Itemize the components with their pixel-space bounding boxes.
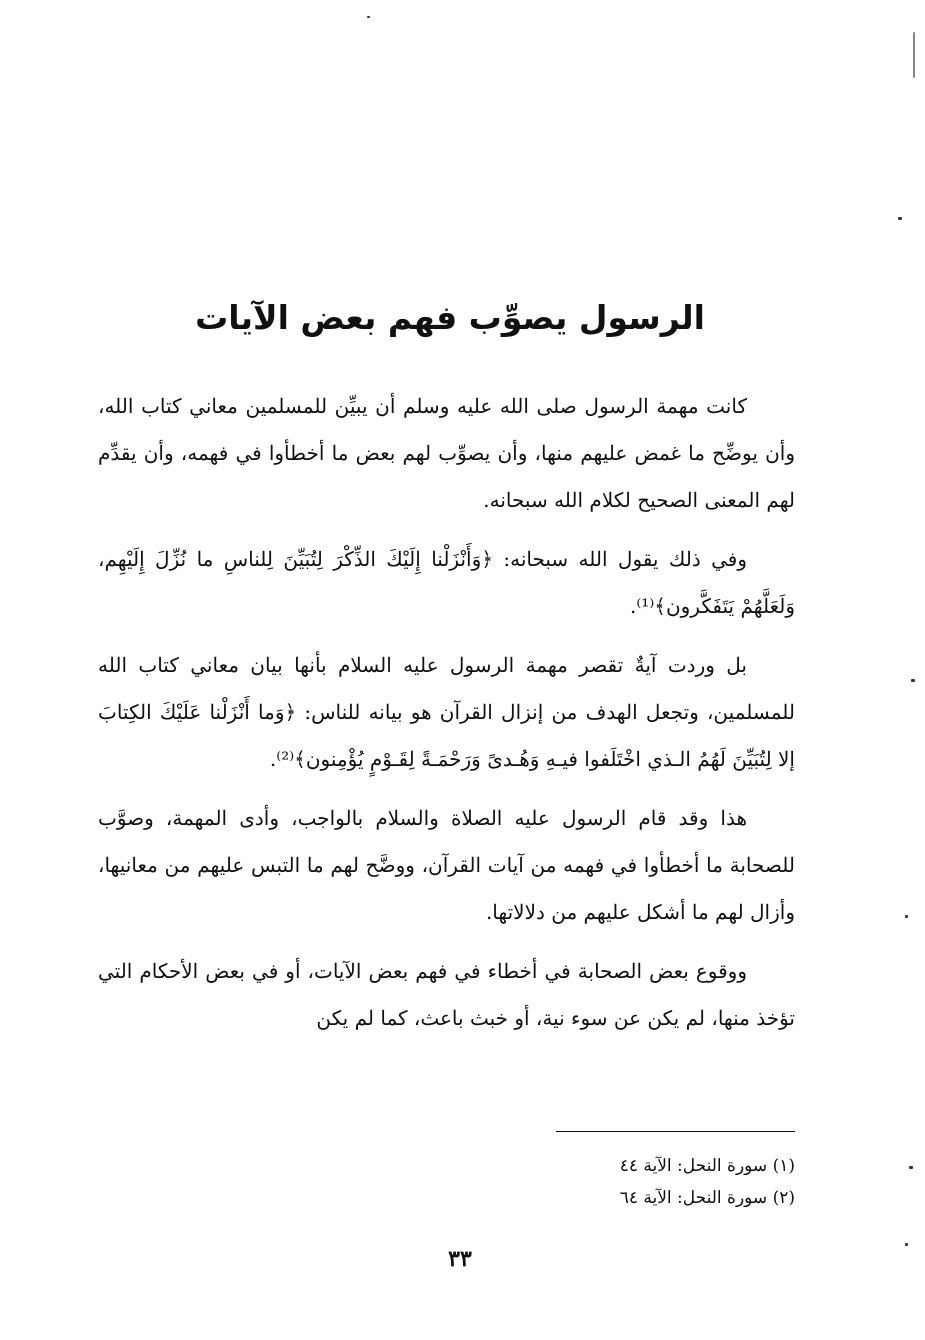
paragraph-3: بل وردت آيةٌ تقصر مهمة الرسول عليه السلام بأنها بيان معاني كتاب الله للمسلمين، وتجعل الهدف من إنزال القرآن هو بيانه للناس: ﴿وَما أَنْزَلْنا عَلَيْكَ الكِتابَ إلا لِتُبَيِّنَ لَهُمُ الـذي اخْتَلَفوا فيـهِ وَهُـدىً وَرَحْمَـةً لِقَـوْمٍ يُؤْمِنون﴾⁽²⁾.: [98, 653, 795, 771]
footnote-2: (٢) سورة النحل: الآية ٦٤: [619, 1188, 795, 1208]
page-title: الرسول يصوِّب فهم بعض الآيات: [195, 298, 705, 337]
page-number: ٣٣: [448, 1246, 472, 1272]
scan-speck: [905, 1243, 908, 1246]
paragraph-4: هذا وقد قام الرسول عليه الصلاة والسلام بالواجب، وأدى المهمة، وصوَّب للصحابة ما أخطأوا في فهمه من آيات القرآن، ووضَّح لهم ما التبس عليهم من معانيها، وأزال لهم ما أشكل عليهم من دلالاتها.: [98, 806, 795, 924]
paragraph-5: ووقوع بعض الصحابة في أخطاء في فهم بعض الآيات، أو في بعض الأحكام التي تؤخذ منها، لم يكن عن سوء نية، أو خبث باعث، كما لم يكن: [98, 959, 795, 1030]
scan-speck: [909, 1166, 913, 1169]
scan-speck: [367, 16, 370, 18]
footnote-1: (١) سورة النحل: الآية ٤٤: [619, 1156, 795, 1176]
scan-speck: [905, 915, 908, 918]
scan-speck: [898, 217, 902, 220]
footnotes: [400, 1150, 795, 1214]
footnote-divider: [556, 1131, 795, 1132]
body-text: [98, 383, 795, 1054]
scan-speck: [913, 32, 915, 78]
scan-speck: [911, 679, 915, 682]
paragraph-2: وفي ذلك يقول الله سبحانه: ﴿وَأَنْزَلْنا إِلَيْكَ الذِّكْرَ لِتُبَيِّنَ لِلناسِ ما نُزِّلَ إِلَيْهِم، وَلَعَلَّهُمْ يَتَفَكَّرون﴾⁽¹⁾.: [98, 547, 795, 618]
paragraph-1: كانت مهمة الرسول صلى الله عليه وسلم أن يبيِّن للمسلمين معاني كتاب الله، وأن يوضِّح ما غمض عليهم منها، وأن يصوِّب لهم بعض ما أخطأوا في فهمه، وأن يقدِّم لهم المعنى الصحيح لكلام الله سبحانه.: [98, 394, 795, 512]
